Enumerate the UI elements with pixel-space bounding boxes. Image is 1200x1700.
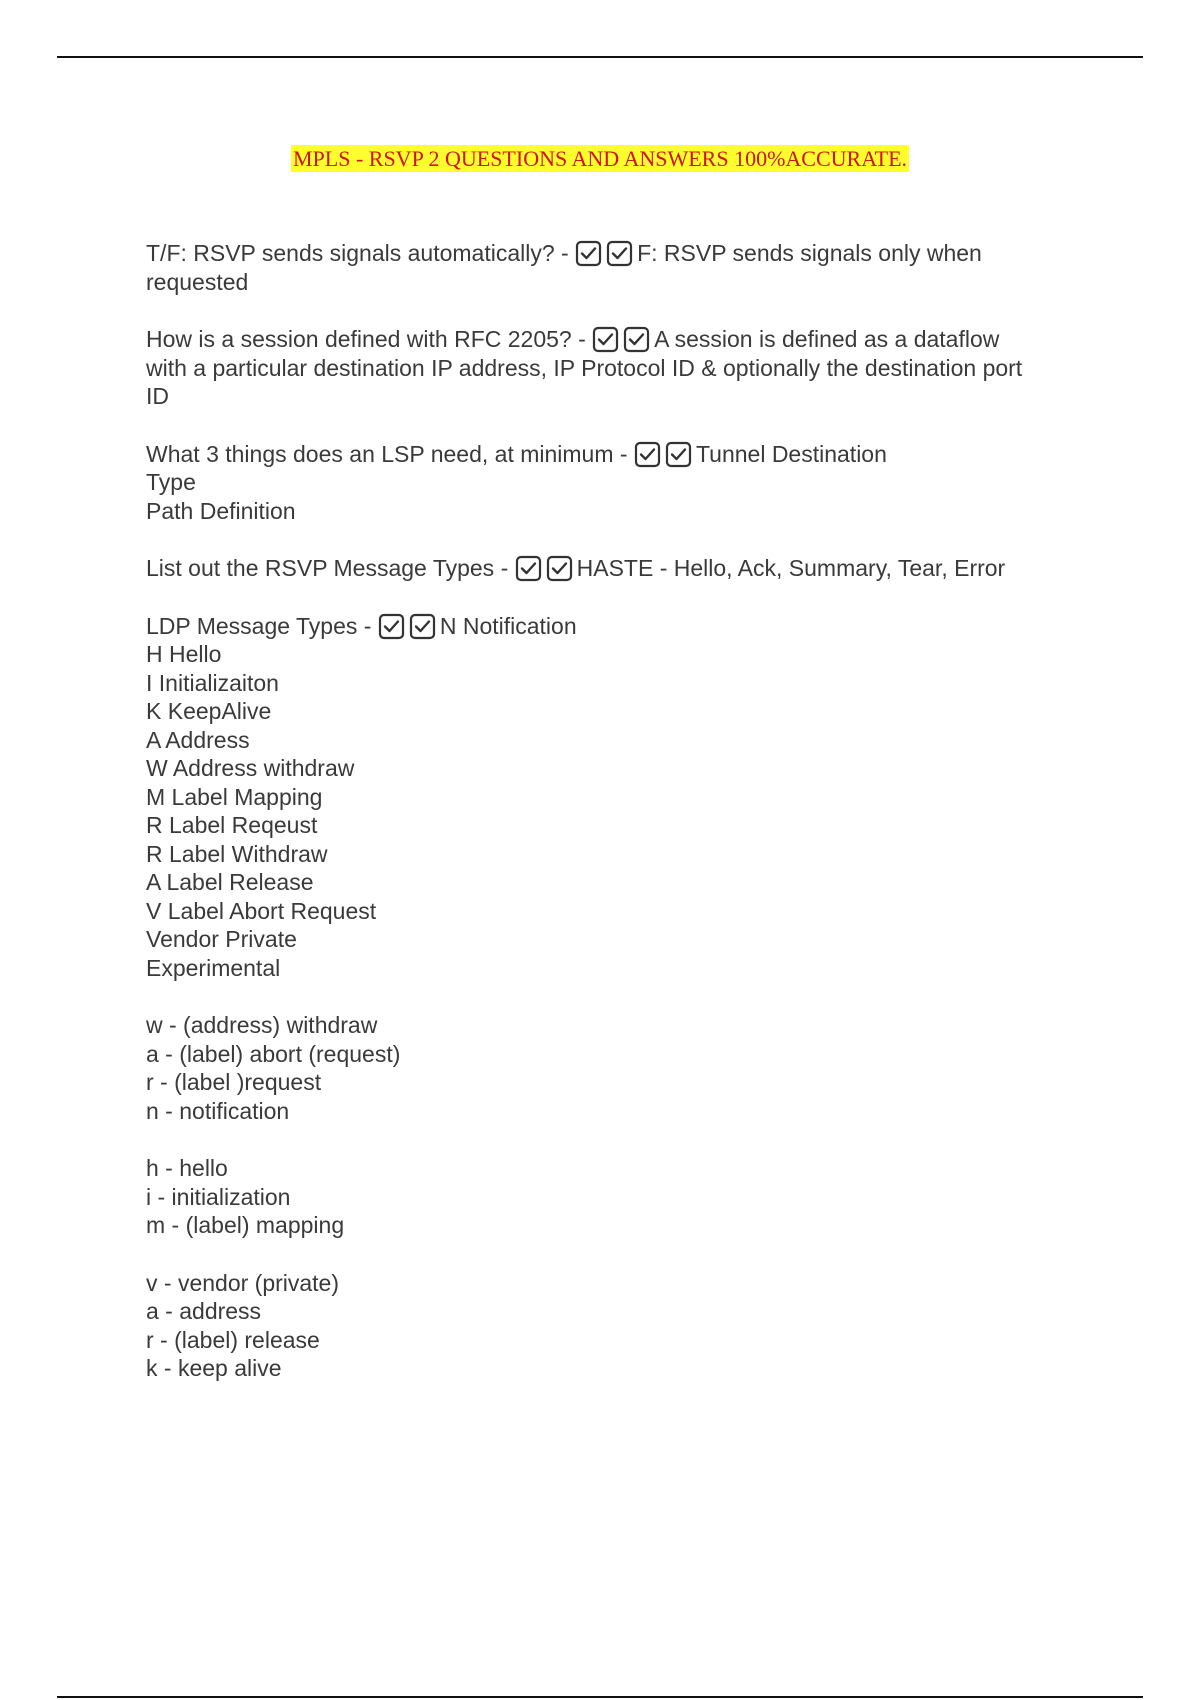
qa-first-line: [146, 239, 1076, 268]
mnemonic-line: a - (label) abort (request): [146, 1040, 401, 1067]
checked-box-icon: [606, 240, 633, 267]
answer-line: H Hello: [146, 641, 222, 667]
answer-text: HASTE - Hello, Ack, Summary, Tear, Error: [576, 555, 1006, 581]
qa-first-line: [146, 440, 1076, 469]
checked-box-icon: [409, 613, 436, 640]
document-title: MPLS - RSVP 2 QUESTIONS AND ANSWERS 100%ACCURATE.: [292, 146, 908, 171]
qa-item-5: [146, 612, 1076, 983]
footer-rule: [57, 1696, 1143, 1698]
qa-item-4: [146, 554, 1076, 583]
answer-line: W Address withdraw: [146, 755, 355, 781]
question-text: What 3 things does an LSP need, at minimum -: [146, 440, 634, 467]
answer-text: A session is defined as a dataflow: [654, 326, 1000, 352]
answer-line: A Label Release: [146, 869, 314, 895]
qa-first-line: [146, 325, 1076, 354]
answer-line: M Label Mapping: [146, 783, 323, 810]
qa-item-2: [146, 325, 1076, 411]
answer-text: N Notification: [439, 612, 577, 639]
answer-line: I Initializaiton: [146, 669, 279, 696]
document-body: [146, 239, 1076, 1412]
question-text: List out the RSVP Message Types -: [146, 555, 515, 581]
mnemonic-line: r - (label )request: [146, 1069, 322, 1095]
answer-line: R Label Reqeust: [146, 812, 318, 838]
answer-line: Path Definition: [146, 497, 296, 524]
answer-line: ID: [146, 383, 169, 409]
answer-line: A Address: [146, 726, 250, 753]
mnemonic-line: a - address: [146, 1298, 262, 1324]
answer-line: Type: [146, 469, 196, 495]
checked-box-icon: [515, 555, 542, 582]
mnemonic-line: h - hello: [146, 1155, 228, 1181]
checked-box-icon: [623, 326, 650, 353]
title-block: [0, 145, 1200, 172]
qa-first-line: [146, 554, 1076, 583]
mnemonic-line: m - (label) mapping: [146, 1212, 345, 1238]
answer-text: F: RSVP sends signals only when: [637, 240, 982, 266]
checked-box-icon: [546, 555, 573, 582]
answer-line: requested: [146, 268, 249, 295]
qa-first-line: [146, 612, 1076, 641]
mnemonic-line: i - initialization: [146, 1183, 291, 1210]
mnemonic-line: v - vendor (private): [146, 1269, 340, 1296]
qa-item-3: [146, 440, 1076, 526]
answer-line: V Label Abort Request: [146, 897, 377, 924]
answer-line: Vendor Private: [146, 926, 297, 952]
qa-item-1: [146, 239, 1076, 296]
checked-box-icon: [634, 441, 661, 468]
header-rule: [57, 56, 1143, 58]
question-text: LDP Message Types -: [146, 612, 378, 639]
question-text: How is a session defined with RFC 2205? -: [146, 326, 593, 352]
checked-box-icon: [592, 326, 619, 353]
answer-line: with a particular destination IP address, IP Protocol ID & optionally the destination port: [146, 354, 1023, 381]
mnemonic-group-1: [146, 1011, 1076, 1125]
answer-text: Tunnel Destination: [695, 440, 887, 467]
mnemonic-line: w - (address) withdraw: [146, 1012, 378, 1038]
mnemonic-line: n - notification: [146, 1097, 290, 1124]
mnemonic-line: r - (label) release: [146, 1326, 320, 1353]
checked-box-icon: [575, 240, 602, 267]
checked-box-icon: [378, 613, 405, 640]
answer-line: Experimental: [146, 954, 281, 981]
mnemonic-group-3: [146, 1269, 1076, 1383]
mnemonic-group-2: [146, 1154, 1076, 1240]
answer-line: K KeepAlive: [146, 698, 272, 724]
question-text: T/F: RSVP sends signals automatically? -: [146, 240, 576, 266]
mnemonic-line: k - keep alive: [146, 1355, 282, 1381]
answer-line: R Label Withdraw: [146, 840, 328, 867]
checked-box-icon: [665, 441, 692, 468]
